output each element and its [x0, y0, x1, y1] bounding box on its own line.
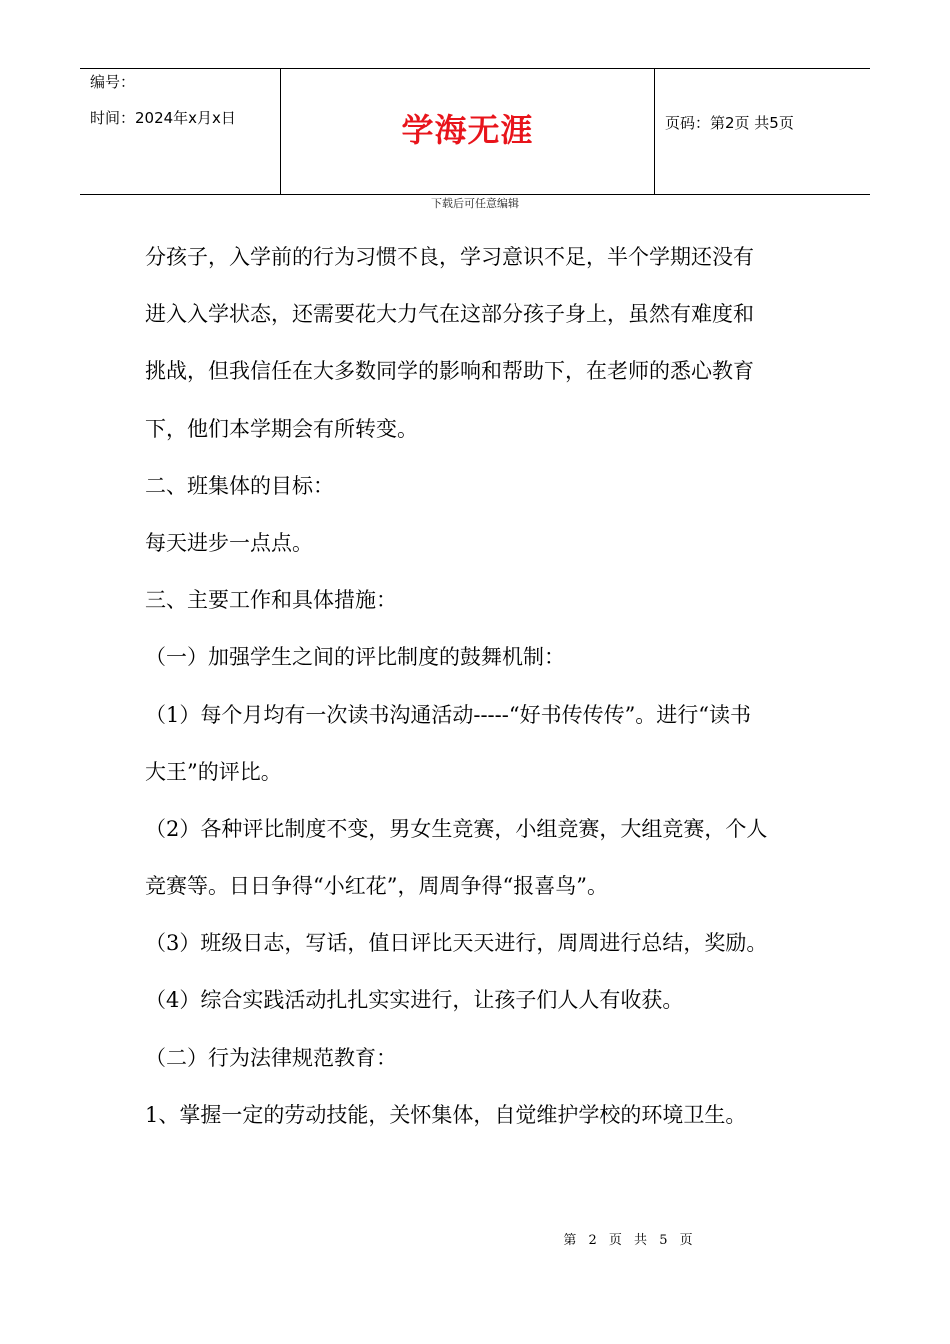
document-body: [145, 236, 815, 1151]
paragraph-line: 分孩子，入学前的行为习惯不良，学习意识不足，半个学期还没有: [145, 245, 754, 269]
header-center-cell: [281, 69, 655, 194]
list-item: （3）班级日志，写话，值日评比天天进行，周周进行总结，奖励。: [145, 931, 768, 956]
paragraph-line: 进入入学状态，还需要花大力气在这部分孩子身上，虽然有难度和: [145, 302, 754, 327]
edit-note: 下载后可任意编辑: [431, 197, 519, 210]
section-heading: 三、主要工作和具体措施：: [145, 588, 397, 613]
section-heading: 二、班集体的目标：: [145, 473, 334, 498]
document-time-label: 时间：2024年x月x日: [90, 109, 236, 127]
header-left-cell: [80, 69, 281, 194]
list-item: （4）综合实践活动扎扎实实进行，让孩子们人人有收获。: [145, 988, 684, 1013]
list-item: （2）各种评比制度不变，男女生竞赛，小组竞赛，大组竞赛，个人: [145, 816, 768, 841]
list-item: 1、掌握一定的劳动技能，关怀集体，自觉维护学校的环境卫生。: [145, 1102, 747, 1127]
page-footer: 第 2 页 共 5 页: [563, 1233, 697, 1248]
brand-title: 学海无涯: [401, 111, 534, 149]
header-right-cell: [655, 69, 870, 194]
paragraph-line: 大王”的评比。: [145, 759, 282, 784]
paragraph-line: 竞赛等。日日争得“小红花”，周周争得“报喜鸟”。: [145, 874, 608, 899]
document-header: [80, 68, 870, 195]
paragraph-line: 下，他们本学期会有所转变。: [145, 416, 418, 441]
subsection-heading: （二）行为法律规范教育：: [145, 1045, 397, 1070]
paragraph-line: 每天进步一点点。: [145, 530, 313, 555]
paragraph-line: 挑战，但我信任在大多数同学的影响和帮助下，在老师的悉心教育: [145, 359, 754, 384]
page-number-label: 页码：第2页 共5页: [665, 114, 794, 132]
subsection-heading: （一）加强学生之间的评比制度的鼓舞机制：: [145, 645, 565, 670]
list-item: （1）每个月均有一次读书沟通活动-----“好书传传传”。进行“读书: [145, 702, 752, 727]
document-number-label: 编号：: [90, 73, 136, 91]
